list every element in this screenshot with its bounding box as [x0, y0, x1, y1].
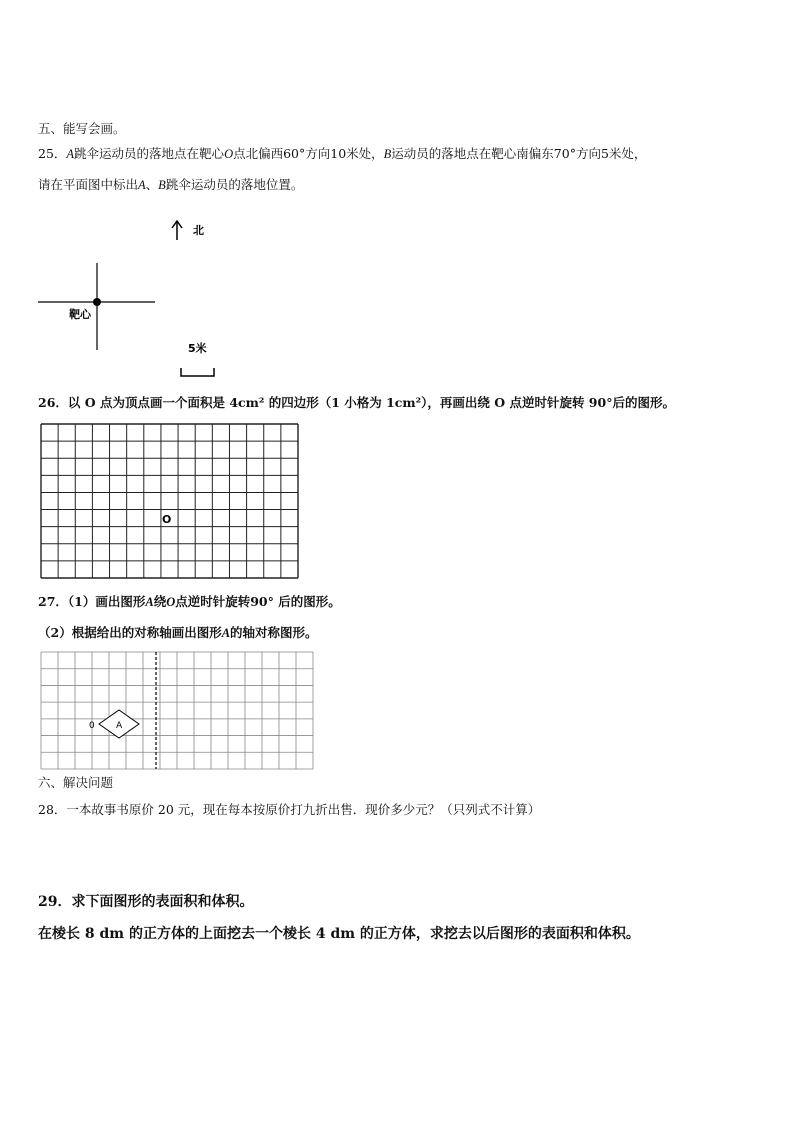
grid-q27	[41, 652, 313, 769]
q25-var-b: B	[383, 147, 392, 161]
question-29-title: 29．求下面图形的表面积和体积。	[38, 894, 254, 910]
question-25-line-2	[38, 177, 303, 193]
q25-text-1: 跳伞运动员的落地点在靶心	[74, 146, 225, 161]
grid-lines	[41, 424, 298, 578]
q25-var-a: A	[66, 147, 75, 161]
target-center-label: 靶心	[69, 308, 91, 321]
point-zero-label: 0	[89, 721, 95, 731]
question-25-line-1	[38, 146, 646, 162]
section-five-title: 五、能写会画。	[38, 121, 126, 136]
q27-part1-text-2: 绕	[153, 594, 167, 609]
target-center-dot	[93, 298, 101, 306]
grid-q26	[41, 424, 298, 578]
q25-text-2: 点北偏西60°方向10米处，	[233, 146, 384, 161]
question-29-body: 在棱长 8 dm 的正方体的上面挖去一个棱长 4 dm 的正方体，求挖去以后图形的表面积和体积。	[38, 926, 640, 942]
q25-var-o: O	[224, 147, 234, 161]
q27-part2-text-2: 的轴对称图形。	[230, 625, 318, 640]
q25-line2-var-a: A	[138, 178, 146, 192]
scale-label: 5米	[188, 342, 207, 355]
q27-part1-var-a: A	[145, 595, 154, 609]
shape-a-label: A	[116, 721, 123, 731]
q27-part1-text-1: 27．（1）画出图形	[38, 594, 146, 609]
q25-line2-sep: 、	[145, 177, 159, 192]
scale-bar	[181, 368, 214, 376]
q25-line2-text-2: 跳伞运动员的落地位置。	[165, 177, 304, 192]
q27-part2-text-1: （2）根据给出的对称轴画出图形	[38, 625, 222, 640]
section-six-title: 六、解决问题	[38, 775, 114, 790]
q25-line2-text-1: 请在平面图中标出	[38, 177, 139, 192]
question-28-text: 28．一本故事书原价 20 元，现在每本按原价打九折出售．现价多少元？（只列式不计算）	[38, 802, 541, 817]
q27-part1-text-3: 点逆时针旋转90° 后的图形。	[175, 594, 341, 609]
question-27-part-1	[38, 594, 341, 610]
question-27-part-2	[38, 625, 318, 641]
question-26-text: 26．以 O 点为顶点画一个面积是 4cm² 的四边形（1 小格为 1cm²），再画出绕 O 点逆时针旋转 90°后的图形。	[38, 395, 675, 410]
q27-part2-var-a: A	[221, 626, 231, 640]
q25-number: 25．	[38, 146, 67, 161]
north-label: 北	[193, 224, 204, 237]
target-diagram	[36, 218, 236, 383]
q27-part1-var-o: O	[166, 595, 176, 609]
point-o-label: O	[162, 513, 172, 526]
grid-lines	[41, 652, 313, 769]
q25-line2-var-b: B	[158, 178, 166, 192]
q25-text-3: 运动员的落地点在靶心南偏东70°方向5米处，	[391, 146, 647, 161]
